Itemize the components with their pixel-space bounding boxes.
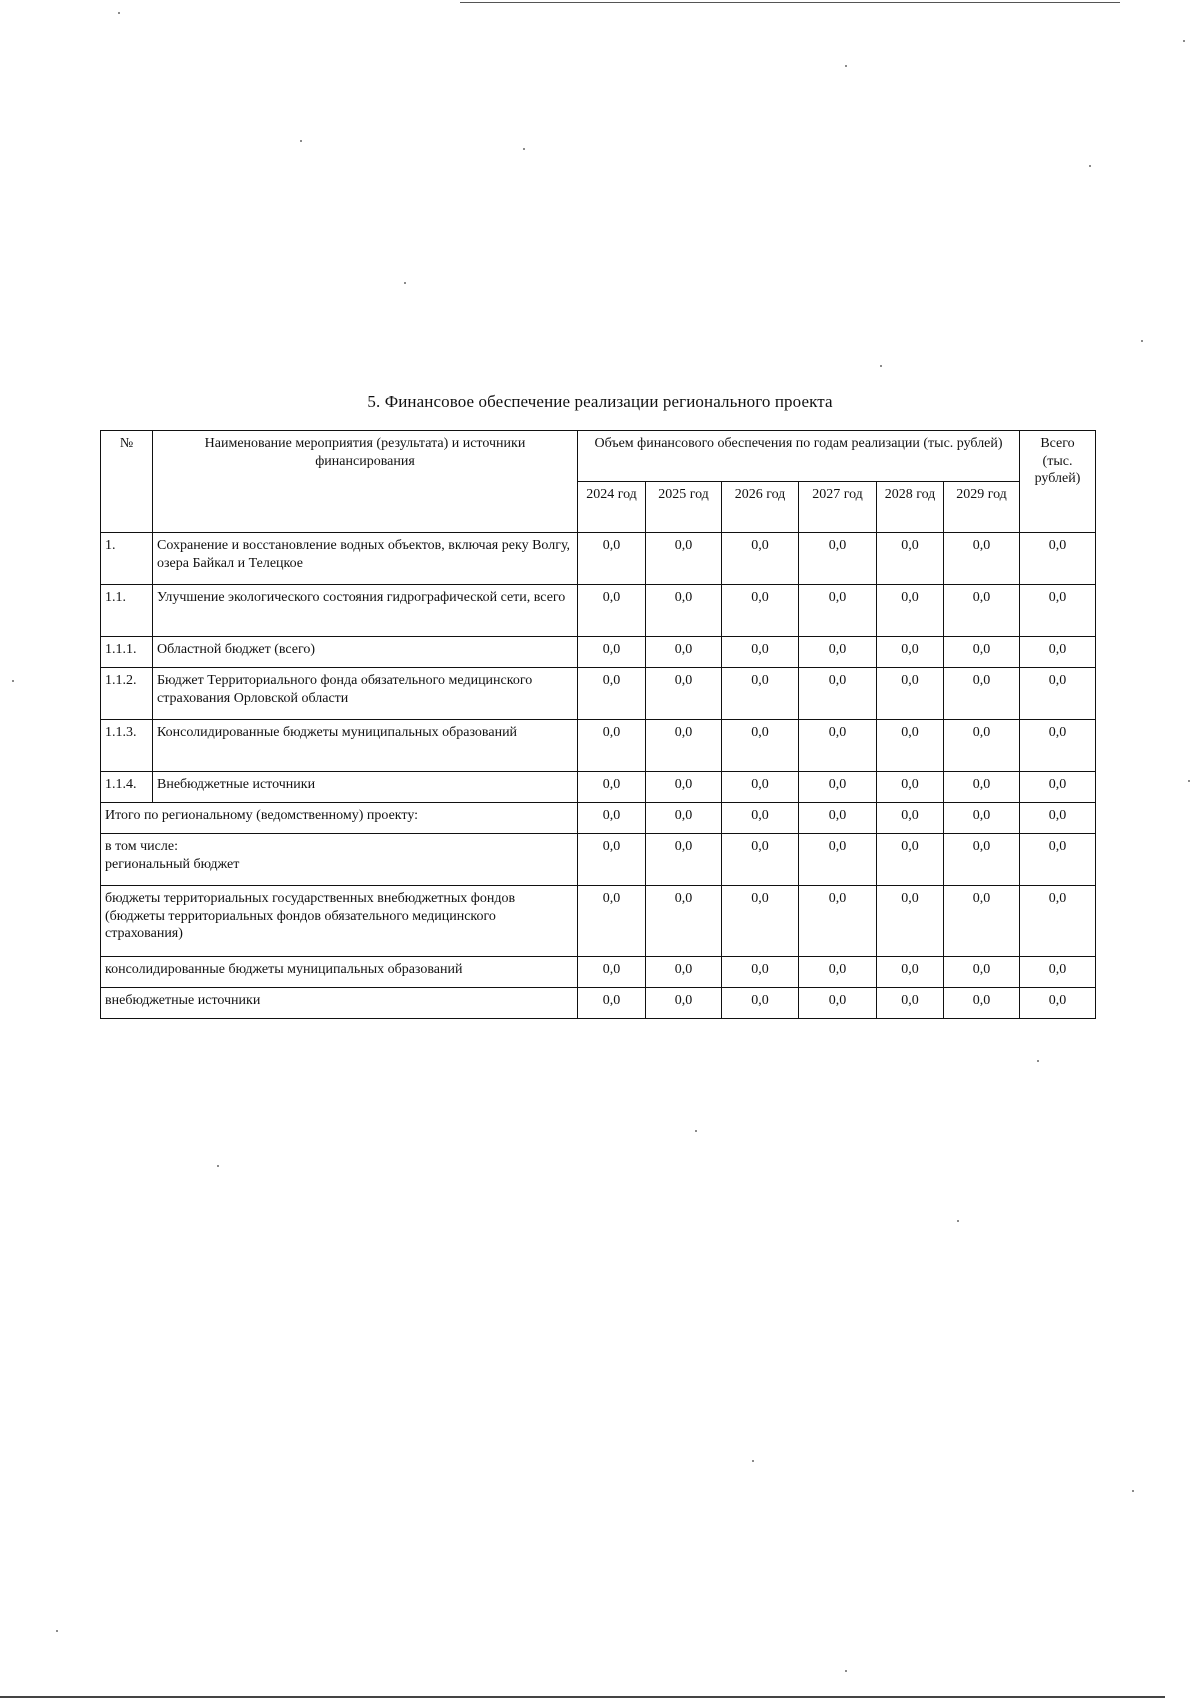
cell-value: 0,0 (799, 668, 877, 720)
row-number: 1.1.2. (101, 668, 153, 720)
scan-speck (845, 65, 847, 67)
summary-row-name: Итого по региональному (ведомственному) проекту: (101, 803, 578, 834)
financing-table (100, 430, 1096, 1019)
cell-value: 0,0 (646, 772, 722, 803)
cell-total: 0,0 (1020, 585, 1096, 637)
header-row (101, 431, 1096, 482)
cell-total: 0,0 (1020, 988, 1096, 1019)
col-header-name: Наименование мероприятия (результата) и источники финансирования (153, 431, 578, 533)
cell-value: 0,0 (578, 988, 646, 1019)
scan-speck (1132, 1490, 1134, 1492)
cell-value: 0,0 (646, 637, 722, 668)
table-row (101, 533, 1096, 585)
cell-value: 0,0 (722, 720, 799, 772)
scan-speck (1089, 165, 1091, 167)
scan-speck (880, 365, 882, 367)
cell-value: 0,0 (944, 585, 1020, 637)
cell-value: 0,0 (944, 957, 1020, 988)
scan-speck (523, 148, 525, 150)
cell-total: 0,0 (1020, 637, 1096, 668)
scan-speck (56, 1630, 58, 1632)
table-row (101, 585, 1096, 637)
cell-value: 0,0 (944, 668, 1020, 720)
col-header-year: 2026 год (722, 482, 799, 533)
scan-speck (1183, 40, 1185, 42)
cell-value: 0,0 (799, 957, 877, 988)
cell-value: 0,0 (646, 585, 722, 637)
cell-value: 0,0 (578, 533, 646, 585)
row-number: 1.1.3. (101, 720, 153, 772)
cell-total: 0,0 (1020, 772, 1096, 803)
cell-value: 0,0 (799, 637, 877, 668)
cell-value: 0,0 (944, 772, 1020, 803)
cell-value: 0,0 (578, 834, 646, 886)
col-header-group: Объем финансового обеспечения по годам реализации (тыс. рублей) (578, 431, 1020, 482)
scan-speck (217, 1165, 219, 1167)
cell-value: 0,0 (799, 585, 877, 637)
table-row (101, 668, 1096, 720)
cell-value: 0,0 (877, 957, 944, 988)
cell-value: 0,0 (877, 803, 944, 834)
summary-row (101, 886, 1096, 957)
row-name: Сохранение и восстановление водных объектов, включая реку Волгу, озера Байкал и Телецкое (153, 533, 578, 585)
summary-row-name-line: региональный бюджет (105, 856, 240, 872)
cell-value: 0,0 (877, 772, 944, 803)
row-name: Бюджет Территориального фонда обязательного медицинского страхования Орловской области (153, 668, 578, 720)
row-number: 1.1. (101, 585, 153, 637)
cell-value: 0,0 (646, 803, 722, 834)
row-number: 1.1.4. (101, 772, 153, 803)
cell-value: 0,0 (944, 637, 1020, 668)
cell-value: 0,0 (722, 886, 799, 957)
cell-value: 0,0 (578, 886, 646, 957)
col-header-year: 2028 год (877, 482, 944, 533)
cell-total: 0,0 (1020, 668, 1096, 720)
cell-value: 0,0 (578, 585, 646, 637)
cell-value: 0,0 (944, 720, 1020, 772)
cell-value: 0,0 (722, 668, 799, 720)
row-name: Областной бюджет (всего) (153, 637, 578, 668)
cell-value: 0,0 (646, 668, 722, 720)
row-name: Улучшение экологического состояния гидрографической сети, всего (153, 585, 578, 637)
cell-value: 0,0 (799, 803, 877, 834)
cell-value: 0,0 (799, 772, 877, 803)
summary-row-name: бюджеты территориальных государственных внебюджетных фондов (бюджеты территориальных фондов обязательного медицинского страхования) (101, 886, 578, 957)
row-name: Консолидированные бюджеты муниципальных образований (153, 720, 578, 772)
cell-total: 0,0 (1020, 957, 1096, 988)
cell-value: 0,0 (877, 533, 944, 585)
col-header-year: 2029 год (944, 482, 1020, 533)
cell-value: 0,0 (877, 668, 944, 720)
cell-total: 0,0 (1020, 803, 1096, 834)
cell-value: 0,0 (722, 803, 799, 834)
cell-value: 0,0 (944, 803, 1020, 834)
scan-speck (957, 1220, 959, 1222)
cell-value: 0,0 (578, 957, 646, 988)
cell-value: 0,0 (578, 803, 646, 834)
cell-value: 0,0 (646, 988, 722, 1019)
summary-row-name-line: в том числе: (105, 839, 178, 854)
summary-row (101, 988, 1096, 1019)
cell-total: 0,0 (1020, 834, 1096, 886)
cell-value: 0,0 (722, 585, 799, 637)
cell-value: 0,0 (944, 988, 1020, 1019)
cell-value: 0,0 (799, 533, 877, 585)
scan-speck (404, 282, 406, 284)
table-row (101, 772, 1096, 803)
cell-value: 0,0 (877, 637, 944, 668)
cell-value: 0,0 (877, 720, 944, 772)
cell-value: 0,0 (799, 886, 877, 957)
scan-speck (752, 1460, 754, 1462)
cell-value: 0,0 (722, 988, 799, 1019)
col-header-year: 2025 год (646, 482, 722, 533)
col-header-total: Всего (тыс. рублей) (1020, 431, 1096, 533)
cell-value: 0,0 (722, 834, 799, 886)
cell-value: 0,0 (646, 720, 722, 772)
summary-row-name (101, 834, 578, 886)
cell-value: 0,0 (799, 720, 877, 772)
cell-value: 0,0 (722, 772, 799, 803)
scan-speck (118, 12, 120, 14)
row-number: 1. (101, 533, 153, 585)
cell-value: 0,0 (578, 720, 646, 772)
cell-value: 0,0 (877, 988, 944, 1019)
table-row (101, 720, 1096, 772)
cell-value: 0,0 (646, 834, 722, 886)
cell-value: 0,0 (578, 668, 646, 720)
col-header-year: 2027 год (799, 482, 877, 533)
summary-row-name: внебюджетные источники (101, 988, 578, 1019)
summary-row (101, 803, 1096, 834)
scan-speck (12, 680, 14, 682)
cell-value: 0,0 (799, 834, 877, 886)
section-title: 5. Финансовое обеспечение реализации регионального проекта (367, 392, 833, 411)
scan-speck (695, 1130, 697, 1132)
cell-value: 0,0 (646, 957, 722, 988)
scan-speck (1141, 340, 1143, 342)
row-name: Внебюджетные источники (153, 772, 578, 803)
scan-edge-top (460, 2, 1120, 3)
scan-speck (1188, 780, 1190, 782)
row-number: 1.1.1. (101, 637, 153, 668)
cell-value: 0,0 (877, 585, 944, 637)
cell-value: 0,0 (877, 834, 944, 886)
summary-row (101, 834, 1096, 886)
summary-row-name: консолидированные бюджеты муниципальных образований (101, 957, 578, 988)
scan-speck (300, 140, 302, 142)
cell-value: 0,0 (944, 886, 1020, 957)
summary-row (101, 957, 1096, 988)
cell-value: 0,0 (799, 988, 877, 1019)
cell-value: 0,0 (578, 637, 646, 668)
cell-total: 0,0 (1020, 720, 1096, 772)
scan-edge-bottom (0, 1696, 1165, 1698)
cell-total: 0,0 (1020, 886, 1096, 957)
col-header-num: № (101, 431, 153, 533)
table-row (101, 637, 1096, 668)
cell-value: 0,0 (646, 886, 722, 957)
cell-value: 0,0 (877, 886, 944, 957)
cell-value: 0,0 (722, 957, 799, 988)
cell-value: 0,0 (578, 772, 646, 803)
cell-value: 0,0 (944, 834, 1020, 886)
scan-speck (845, 1670, 847, 1672)
scan-speck (1037, 1060, 1039, 1062)
cell-total: 0,0 (1020, 533, 1096, 585)
cell-value: 0,0 (944, 533, 1020, 585)
cell-value: 0,0 (646, 533, 722, 585)
cell-value: 0,0 (722, 637, 799, 668)
cell-value: 0,0 (722, 533, 799, 585)
col-header-year: 2024 год (578, 482, 646, 533)
